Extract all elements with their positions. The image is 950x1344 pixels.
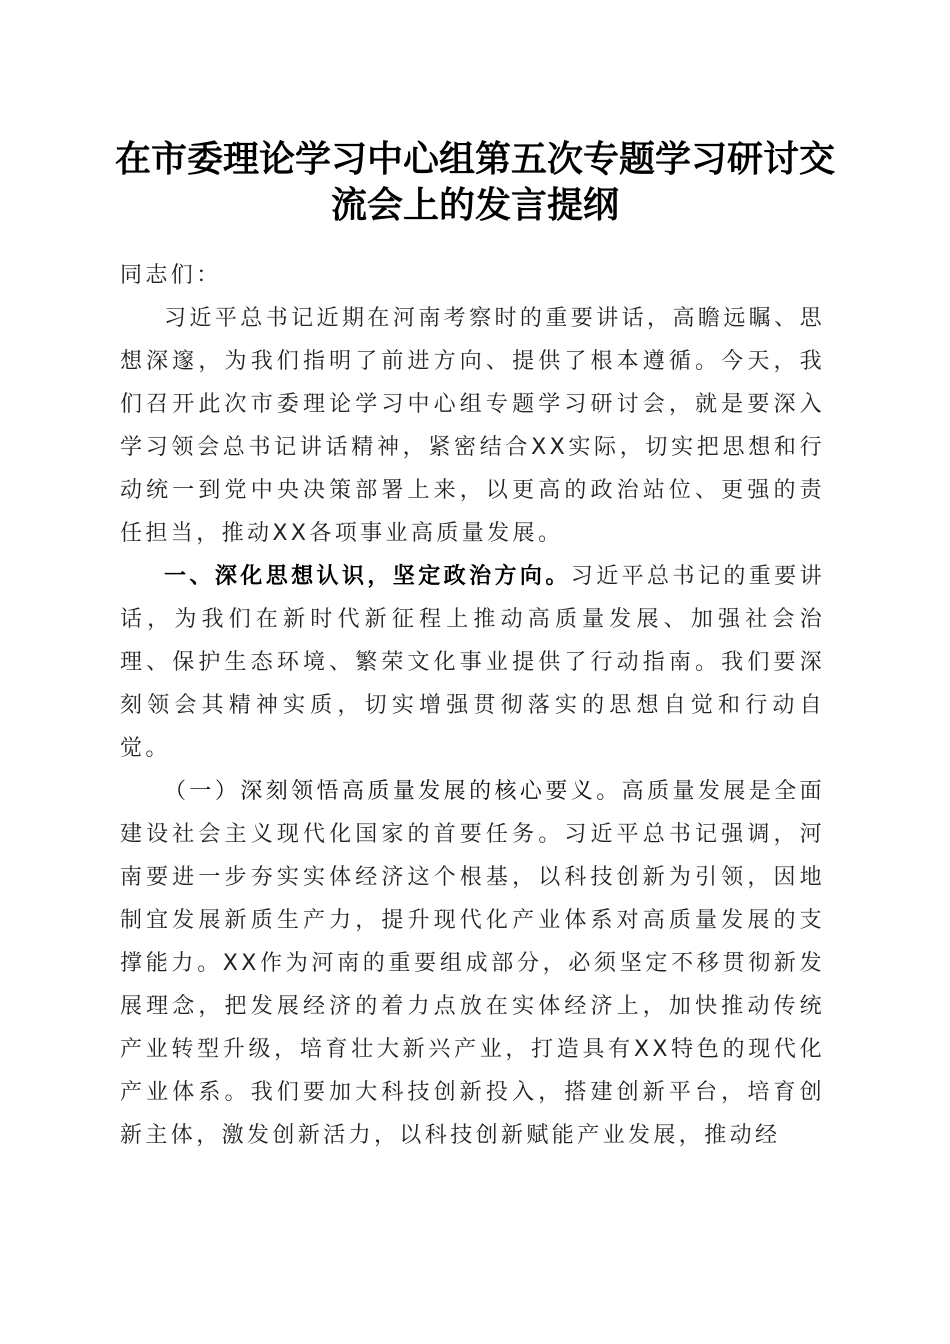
section-1-heading: 一、深化思想认识，坚定政治方向。 xyxy=(164,563,571,589)
opening-paragraph: 习近平总书记近期在河南考察时的重要讲话，高瞻远瞩、思想深邃，为我们指明了前进方向、提供了根本遵循。今天，我们召开此次市委理论学习中心组专题学习研讨会，就是要深入学习领会总书记讲话精神，紧密结合XX实际，切实把思想和行动统一到党中央决策部署上来，以更高的政治站位、更强的责任担当，推动XX各项事业高质量发展。 xyxy=(120,306,825,546)
section-1-paragraph xyxy=(120,555,825,770)
title-line-1: 在市委理论学习中心组第五次专题学习研讨交 xyxy=(114,138,835,180)
subsection-1-paragraph xyxy=(120,770,825,1157)
greeting: 同志们： xyxy=(120,263,222,288)
document-body xyxy=(120,254,825,1157)
title-line-2: 流会上的发言提纲 xyxy=(330,184,619,226)
section-1-text: 习近平总书记的重要讲话，为我们在新时代新征程上推动高质量发展、加强社会治理、保护生态环境、繁荣文化事业提供了行动指南。我们要深刻领会其精神实质，切实增强贯彻落实的思想自觉和行动自觉。 xyxy=(120,564,825,761)
subsection-1-text: 高质量发展是全面建设社会主义现代化国家的首要任务。习近平总书记强调，河南要进一步夯实实体经济这个根基，以科技创新为引领，因地制宜发展新质生产力，提升现代化产业体系对高质量发展的支撑能力。XX作为河南的重要组成部分，必须坚定不移贯彻新发展理念，把发展经济的着力点放在实体经济上，加快推动传统产业转型升级，培育壮大新兴产业，打造具有XX特色的现代化产业体系。我们要加大科技创新投入，搭建创新平台，培育创新主体，激发创新活力，以科技创新赋能产业发展，推动经 xyxy=(120,779,826,1148)
subsection-1-heading: （一）深刻领悟高质量发展的核心要义。 xyxy=(164,779,622,804)
document-title xyxy=(110,136,840,228)
